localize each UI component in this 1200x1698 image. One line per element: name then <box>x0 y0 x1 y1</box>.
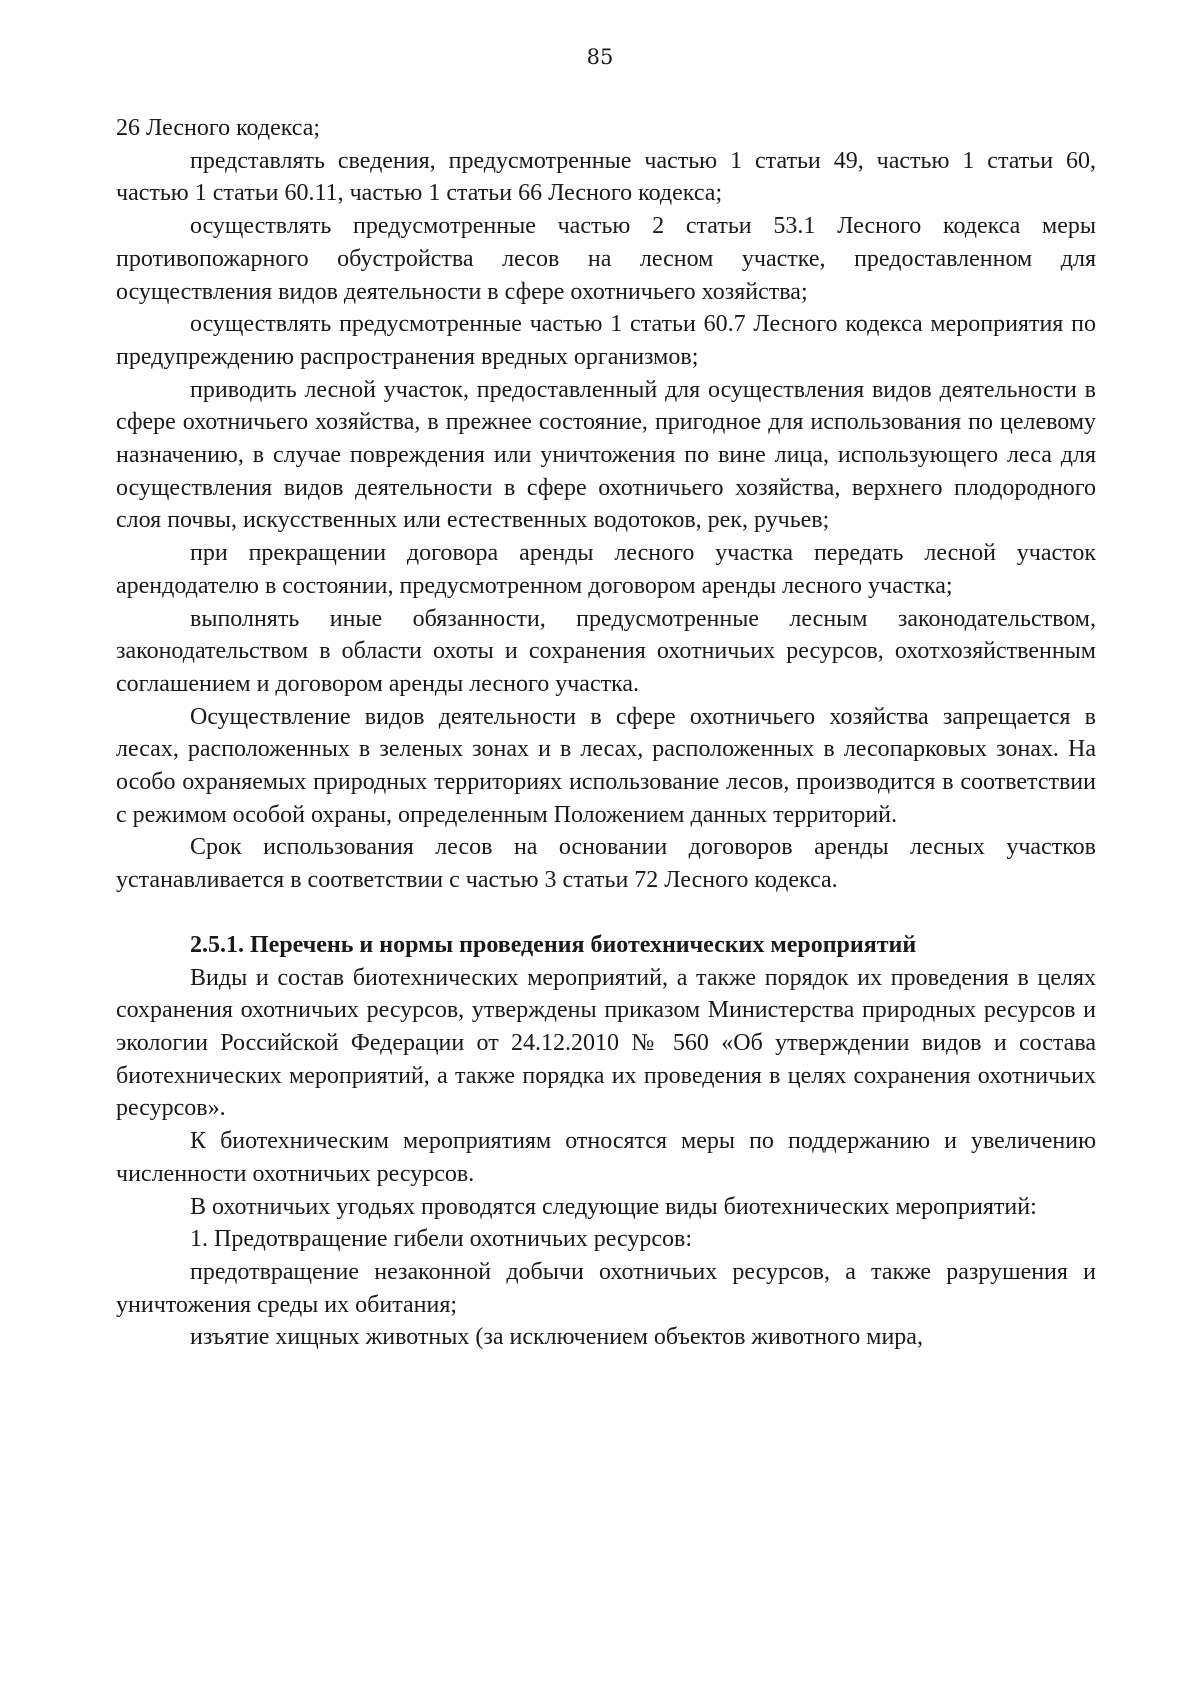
paragraph-restore-plot: приводить лесной участок, предоставленный для осуществления видов деятельности в сфере охотничьего хозяйства, в прежнее состояние, пригодное для использования по целевому назначению, в случае повреждения или уничтожения по вине лица, использующего леса для осуществления видов деятельности в сфере охотничьего хозяйства, верхнего плодородного слоя почвы, искусственных или естественных водотоков, рек, ручьев; <box>116 376 1096 534</box>
paragraph-biotech-types-intro: В охотничьих угодьях проводятся следующие виды биотехнических мероприятий: <box>190 1193 1037 1220</box>
paragraph-return-plot: при прекращении договора аренды лесного участка передать лесной участок арендодателю в состоянии, предусмотренном договором аренды лесного участка; <box>116 540 1096 599</box>
paragraph-lease-term: Срок использования лесов на основании договоров аренды лесных участков устанавливается в соответствии с частью 3 статьи 72 Лесного кодекса. <box>116 834 1096 894</box>
list-item-1: 1. Предотвращение гибели охотничьих ресурсов: <box>190 1226 693 1253</box>
paragraph-continuation: 26 Лесного кодекса; <box>116 115 321 141</box>
paragraph-fire-measures: осуществлять предусмотренные частью 2 статьи 53.1 Лесного кодекса меры противопожарного обустройства лесов на лесном участке, предоставленном для осуществления видов деятельности в сфере охотничьего хозяйства; <box>116 213 1096 305</box>
paragraph-other-duties: выполнять иные обязанности, предусмотренные лесным законодательством, законодательством в области охоты и сохранения охотничьих ресурсов, охотхозяйственным соглашением и договором аренды лесного участка. <box>116 605 1096 697</box>
paragraph-biotech-definition: К биотехническим мероприятиям относятся меры по поддержанию и увеличению численности охотничьих ресурсов. <box>116 1128 1096 1187</box>
document-body <box>116 112 1096 1354</box>
page-number: 85 <box>586 45 614 69</box>
section-heading: 2.5.1. Перечень и нормы проведения биотехнических мероприятий <box>190 931 917 958</box>
paragraph-provide-info: представлять сведения, предусмотренные частью 1 статьи 49, частью 1 статьи 60, частью 1 статьи 60.11, частью 1 статьи 66 Лесного кодекса; <box>116 147 1096 207</box>
paragraph-prohibition: Осуществление видов деятельности в сфере охотничьего хозяйства запрещается в лесах, расположенных в зеленых зонах и в лесах, расположенных в лесопарковых зонах. На особо охраняемых природных территориях использование лесов, производится в соответствии с режимом особой охраны, определенным Положением данных территорий. <box>116 703 1096 828</box>
paragraph-predator-removal: изъятие хищных животных (за исключением объектов животного мира, <box>190 1324 923 1351</box>
paragraph-prevent-poaching: предотвращение незаконной добычи охотничьих ресурсов, а также разрушения и уничтожения среды их обитания; <box>116 1258 1096 1318</box>
paragraph-biotech-order: Виды и состав биотехнических мероприятий, а также порядок их проведения в целях сохранения охотничьих ресурсов, утверждены приказом Министерства природных ресурсов и экологии Российской Федерации от 24.12.2010 № 560 «Об утверждении видов и состава биотехнических мероприятий, а также порядка их проведения в целях сохранения охотничьих ресурсов». <box>116 964 1096 1122</box>
paragraph-pest-measures: осуществлять предусмотренные частью 1 статьи 60.7 Лесного кодекса мероприятия по предупреждению распространения вредных организмов; <box>116 311 1096 370</box>
